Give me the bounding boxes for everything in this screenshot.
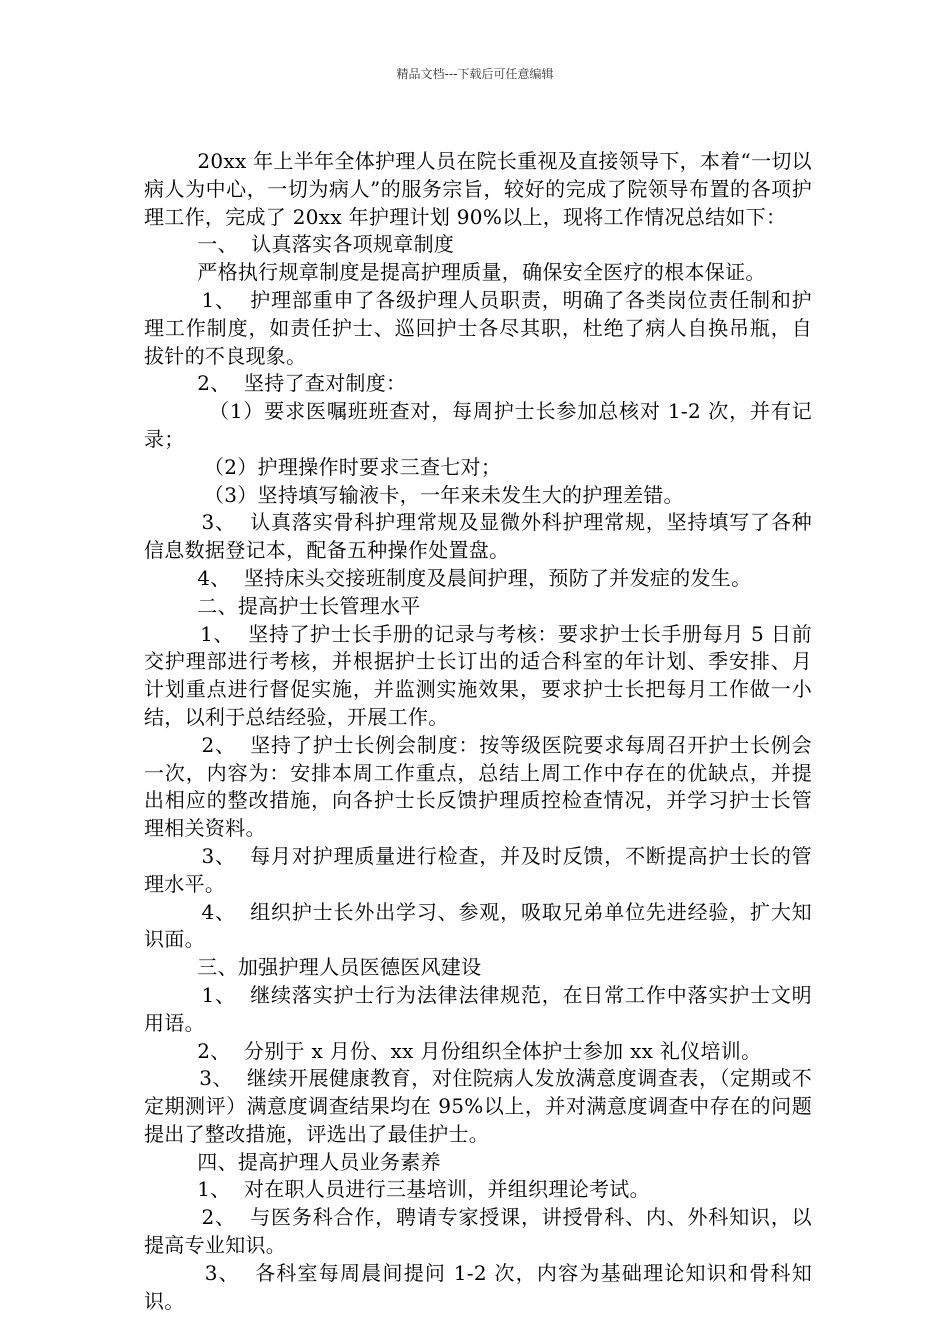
sub-list-item: （3）坚持填写输液卡，一年来未发生大的护理差错。 [144, 482, 684, 507]
list-item: 4、 坚持床头交接班制度及晨间护理，预防了并发症的发生。 [144, 565, 752, 590]
list-item: 3、 认真落实骨科护理常规及显微外科护理常规，坚持填写了各种信息数据登记本，配备五种操作处置盘。 [144, 510, 812, 563]
page-header: 精品文档---下载后可任意编辑 [396, 67, 554, 81]
intro-paragraph: 20xx 年上半年全体护理人员在院长重视及直接领导下，本着“一切以病人为中心，一切为病人”的服务宗旨，较好的完成了院领导布置的各项护理工作，完成了 20xx 年护理计划 90%以上，现将工作情况总结如下： [144, 149, 812, 229]
sub-list-item: （1）要求医嘱班班查对，每周护士长参加总核对 1-2 次，并有记录； [144, 399, 812, 451]
list-item: 3、 每月对护理质量进行检查，并及时反馈，不断提高护士长的管理水平。 [144, 843, 812, 896]
document-body [144, 148, 812, 1315]
list-item: 1、 继续落实护士行为法律法律规范，在日常工作中落实护士文明用语。 [144, 982, 812, 1035]
list-item: 2、 分别于 x 月份、xx 月份组织全体护士参加 xx 礼仪培训。 [144, 1038, 762, 1063]
list-item: 3、 继续开展健康教育，对住院病人发放满意度调查表，（定期或不定期测评）满意度调查结果均在 95%以上，并对满意度调查中存在的问题提出了整改措施，评选出了最佳护士。 [144, 1066, 812, 1146]
section-heading-2: 二、提高护士长管理水平 [144, 593, 421, 618]
sub-list-item: （2）护理操作时要求三查七对； [144, 454, 502, 479]
section-heading-1: 一、 认真落实各项规章制度 [144, 232, 455, 257]
list-item: 2、 坚持了查对制度： [144, 371, 407, 396]
section-heading-3: 三、加强护理人员医德医风建设 [144, 955, 482, 980]
section-heading-4: 四、提高护理人员业务素养 [144, 1149, 441, 1174]
list-item: 3、 各科室每周晨间提问 1-2 次，内容为基础理论知识和骨科知识。 [144, 1260, 812, 1313]
list-item: 2、 坚持了护士长例会制度：按等级医院要求每周召开护士长例会一次，内容为：安排本周工作重点，总结上周工作中存在的优缺点，并提出相应的整改措施，向各护士长反馈护理质控检查情况，并学习护士长管理相关资料。 [144, 732, 812, 841]
list-item: 1、 对在职人员进行三基培训，并组织理论考试。 [144, 1177, 650, 1202]
paragraph: 严格执行规章制度是提高护理质量，确保安全医疗的根本保证。 [144, 260, 766, 285]
list-item: 1、 坚持了护士长手册的记录与考核：要求护士长手册每月 5 日前交护理部进行考核，并根据护士长订出的适合科室的年计划、季安排、月计划重点进行督促实施，并监测实施效果，要求护士长把每月工作做一小结，以利于总结经验，开展工作。 [144, 621, 812, 729]
list-item: 4、 组织护士长外出学习、参观，吸取兄弟单位先进经验，扩大知识面。 [144, 899, 812, 952]
list-item: 2、 与医务科合作，聘请专家授课，讲授骨科、内、外科知识，以提高专业知识。 [144, 1205, 812, 1258]
list-item: 1、 护理部重申了各级护理人员职责，明确了各类岗位责任制和护理工作制度，如责任护士、巡回护士各尽其职，杜绝了病人自换吊瓶，自拔针的不良现象。 [144, 287, 812, 368]
